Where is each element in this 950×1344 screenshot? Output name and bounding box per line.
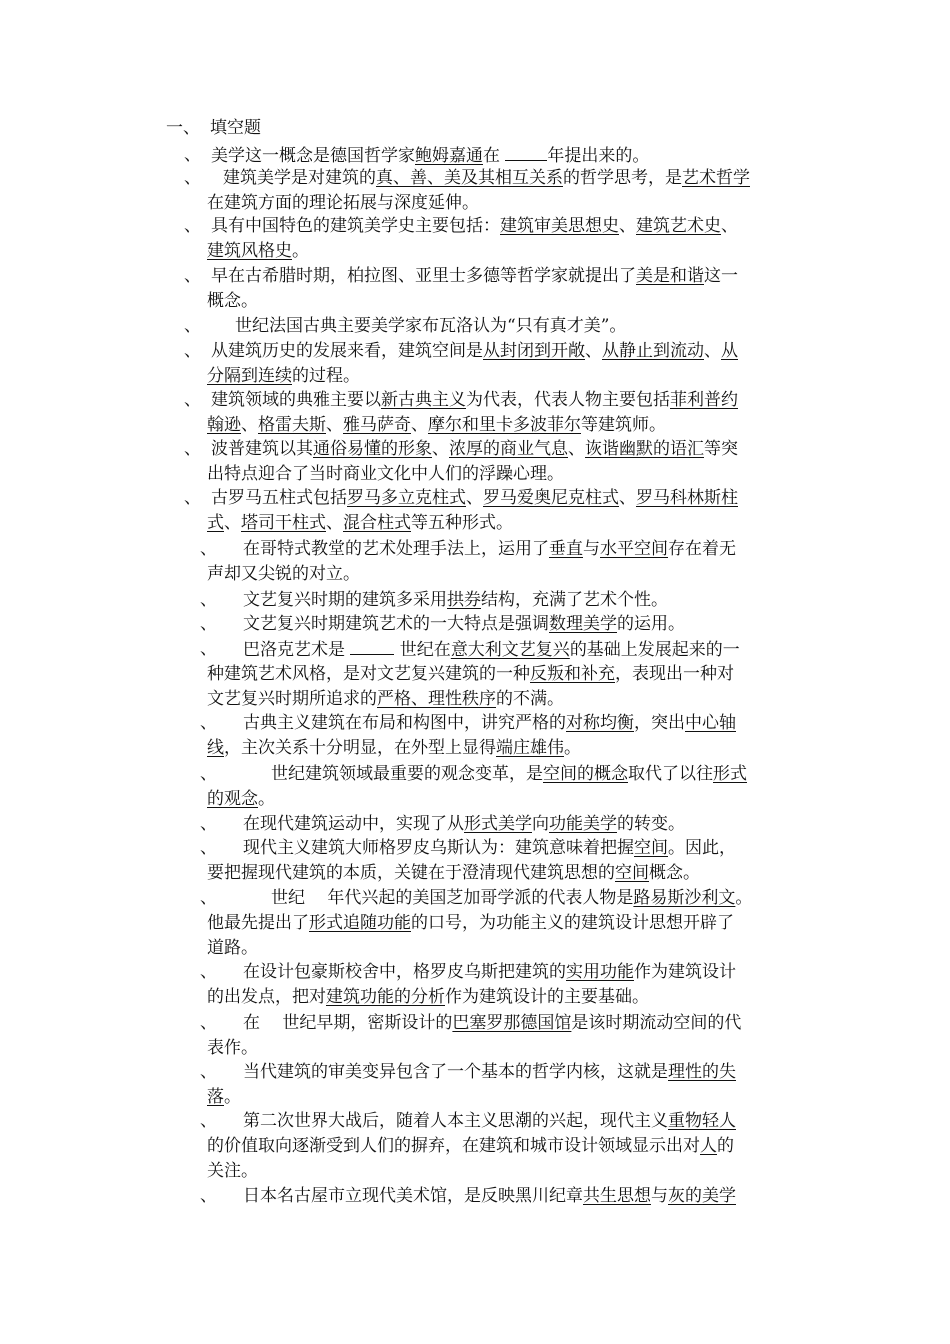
question-segment: 。 — [292, 240, 309, 261]
question-segment: 、 — [224, 512, 241, 533]
question-number-mark: 、 — [200, 1186, 217, 1206]
question-text — [207, 588, 812, 613]
question-text — [207, 339, 812, 389]
question-segment: 与 — [583, 539, 600, 559]
answer-text: 从静止到流动 — [602, 341, 704, 361]
answer-text: 美是和谐 — [636, 266, 704, 286]
question-segment: 建筑美学是对建筑的 — [223, 168, 376, 188]
answer-text: 意大利文艺复兴 — [450, 640, 570, 660]
question-line — [207, 339, 812, 364]
answer-text: 反叛和补充 — [530, 663, 615, 684]
question-segment: 文艺复兴时期建筑艺术的一大特点是强调 — [243, 614, 549, 634]
question-line — [207, 437, 812, 462]
question-line — [207, 1060, 812, 1085]
question-segment: 在 世纪早期，密斯设计的 — [243, 1013, 453, 1033]
question-segment: 取代了以往 — [628, 764, 713, 784]
question-segment: 在现代建筑运动中，实现了从 — [243, 814, 464, 834]
question-segment: 的 — [717, 1135, 734, 1156]
question-number-mark: 、 — [200, 639, 217, 659]
answer-text: 从封闭到开敞 — [483, 341, 585, 361]
answer-text: 严格、理性秩序 — [377, 688, 496, 709]
question-number-mark: 、 — [200, 614, 217, 634]
question-segment: 的口号，为功能主义的建筑设计思想开辟了 — [411, 912, 734, 933]
question-segment: 、 — [411, 414, 428, 435]
answer-text: 水平空间 — [600, 539, 668, 559]
question-segment: 的价值取向逐渐受到人们的摒弃，在建筑和城市设计领域显示出对 — [207, 1135, 700, 1156]
question-number-mark: 、 — [184, 216, 201, 236]
question-number-mark: 、 — [200, 888, 217, 908]
question-segment: 第二次世界大战后，随着人本主义思潮的兴起，现代主义 — [243, 1111, 668, 1131]
question-segment: 从建筑历史的发展来看，建筑空间是 — [211, 341, 483, 361]
question-line — [207, 662, 812, 687]
answer-text: 垂直 — [549, 539, 583, 559]
question-text — [207, 836, 812, 886]
question-segment: 的哲学思考，是 — [563, 168, 682, 188]
answer-text: 巴塞罗那德国馆 — [452, 1013, 572, 1033]
question-text — [207, 711, 812, 761]
answer-text: 艺术哲学 — [682, 168, 750, 188]
question-line — [207, 1085, 812, 1110]
question-segment: 等突 — [704, 439, 738, 459]
question-line — [207, 960, 812, 985]
question-segment: 作为建筑设计 — [634, 962, 736, 982]
question-line — [207, 1134, 812, 1159]
answer-text: 格雷夫斯 — [258, 414, 326, 435]
question-text — [207, 143, 812, 168]
question-number-mark: 、 — [184, 439, 201, 459]
answer-text: 灰的美学 — [668, 1186, 736, 1206]
question-line — [207, 787, 812, 812]
answer-text: 建筑艺术史 — [636, 216, 721, 236]
question-segment: 道路。 — [207, 937, 258, 958]
question-number-mark: 、 — [200, 838, 217, 858]
question-line — [207, 166, 812, 191]
question-segment: 世纪在 — [394, 640, 451, 660]
answer-text: 建筑审美思想史 — [500, 216, 619, 236]
question-segment: ，突出 — [634, 713, 685, 733]
question-segment: 、 — [619, 216, 636, 236]
question-segment: 概念。 — [649, 862, 700, 883]
question-text — [207, 960, 812, 1010]
question-line — [207, 314, 812, 339]
question-line — [207, 985, 812, 1010]
question-line — [207, 736, 812, 761]
question-number-mark: 、 — [200, 814, 217, 834]
answer-text: 通俗易懂的形象 — [313, 439, 432, 459]
question-line — [207, 687, 812, 712]
question-text — [207, 264, 812, 314]
answer-text: 端庄雄伟 — [496, 737, 564, 758]
question-segment: 关注。 — [207, 1160, 258, 1181]
question-text — [207, 1184, 812, 1209]
question-segment: 他最先提出了 — [207, 912, 309, 933]
question-segment: 的过程。 — [292, 365, 360, 386]
question-line — [207, 711, 812, 736]
question-number-mark: 、 — [184, 341, 201, 361]
question-segment: 的运用。 — [617, 614, 685, 634]
question-segment: 在建筑方面的理论拓展与深度延伸。 — [207, 192, 479, 213]
answer-text: 形式追随功能 — [309, 912, 411, 933]
question-line — [207, 1036, 812, 1061]
question-segment: 文艺复兴时期所追求的 — [207, 688, 377, 709]
question-segment: 、 — [721, 216, 738, 236]
question-number-mark: 、 — [200, 713, 217, 733]
question-line — [207, 812, 812, 837]
question-line — [207, 588, 812, 613]
question-segment: 等五种形式。 — [411, 512, 513, 533]
answer-text: 功能美学 — [549, 814, 617, 834]
question-number-mark: 、 — [200, 1111, 217, 1131]
question-line — [207, 289, 812, 314]
question-line — [207, 1011, 812, 1036]
question-segment: 世纪建筑领域最重要的观念变革，是 — [271, 764, 543, 784]
question-segment: 古典主义建筑在布局和构图中，讲究严格的 — [243, 713, 566, 733]
question-segment: 当代建筑的审美变异包含了一个基本的哲学内核，这就是 — [243, 1062, 668, 1082]
question-segment: 。 — [564, 737, 581, 758]
question-segment: 结构，充满了艺术个性。 — [481, 590, 668, 610]
question-text — [207, 762, 812, 812]
answer-text: 罗马科林斯柱 — [636, 488, 738, 508]
question-text — [207, 1011, 812, 1061]
question-text — [207, 886, 812, 960]
question-line — [207, 191, 812, 216]
question-line — [207, 486, 812, 511]
answer-text: 真、善、美及其相互关系 — [376, 168, 563, 188]
question-line — [207, 537, 812, 562]
question-segment: 、 — [568, 439, 585, 459]
question-text — [207, 437, 812, 487]
question-text — [207, 1109, 812, 1183]
answer-text: 落 — [207, 1086, 224, 1107]
answer-text: 诙谐幽默的语汇 — [585, 439, 704, 459]
answer-text: 形式 — [713, 764, 747, 784]
answer-text: 从 — [721, 341, 738, 361]
question-segment: ，主次关系十分明显，在外型上显得 — [224, 737, 496, 758]
section-heading — [166, 116, 261, 140]
question-number-mark: 、 — [200, 539, 217, 559]
question-line — [207, 886, 812, 911]
question-segment: 早在古希腊时期，柏拉图、亚里士多德等哲学家就提出了 — [211, 266, 636, 286]
question-line — [207, 413, 812, 438]
question-segment: 出特点迎合了当时商业文化中人们的浮躁心理。 — [207, 463, 564, 484]
answer-text: 重物轻人 — [668, 1111, 736, 1131]
answer-text: 空间 — [634, 838, 668, 858]
question-segment: 在 — [483, 146, 506, 166]
answer-text: 数理美学 — [549, 614, 617, 634]
answer-text: 路易斯沙利文 — [633, 888, 736, 908]
question-segment: 世纪法国古典主要美学家布瓦洛认为“只有真才美”。 — [235, 316, 627, 336]
question-number-mark: 、 — [184, 316, 201, 336]
answer-text: 中心轴 — [685, 713, 736, 733]
question-segment: 要把握现代建筑的本质，关键在于澄清现代建筑思想的 — [207, 862, 615, 883]
answer-blank — [350, 637, 394, 655]
question-segment: 、 — [466, 488, 483, 508]
answer-text: 线 — [207, 737, 224, 758]
question-number-mark: 、 — [184, 168, 201, 188]
question-text — [207, 314, 812, 339]
question-line — [207, 836, 812, 861]
answer-text: 菲利普约 — [670, 390, 738, 410]
question-number-mark: 、 — [200, 1013, 217, 1033]
question-segment: 现代主义建筑大师格罗皮乌斯认为：建筑意味着把握 — [243, 838, 634, 858]
answer-text: 混合柱式 — [343, 512, 411, 533]
question-line — [207, 364, 812, 389]
question-segment: 与 — [651, 1186, 668, 1206]
question-segment: 具有中国特色的建筑美学史主要包括： — [211, 216, 500, 236]
question-segment: 。 — [258, 788, 275, 809]
question-segment: 这一 — [704, 266, 738, 286]
answer-text: 式 — [207, 512, 224, 533]
question-segment: 。 — [735, 888, 753, 908]
answer-text: 拱券 — [447, 590, 481, 610]
question-segment: 、 — [432, 439, 449, 459]
answer-text: 分隔到连续 — [207, 365, 292, 386]
question-segment: 。 — [224, 1086, 241, 1107]
question-segment: 种建筑艺术风格，是对文艺复兴建筑的一种 — [207, 663, 530, 684]
question-segment: 。因此， — [668, 838, 736, 858]
question-number-mark: 、 — [184, 266, 201, 286]
question-text — [207, 812, 812, 837]
answer-text: 罗马多立克柱式 — [347, 488, 466, 508]
question-line — [207, 1184, 812, 1209]
question-text — [207, 486, 812, 536]
question-line — [207, 462, 812, 487]
answer-text: 空间 — [615, 862, 649, 883]
answer-text: 的观念 — [207, 788, 258, 809]
question-number-mark: 、 — [200, 1062, 217, 1082]
question-text — [207, 214, 812, 264]
question-line — [207, 264, 812, 289]
question-number-mark: 、 — [200, 590, 217, 610]
answer-text: 形式美学 — [464, 814, 532, 834]
question-segment: 是该时期流动空间的代 — [571, 1013, 742, 1033]
question-segment: 、 — [241, 414, 258, 435]
answer-text: 罗马爱奥尼克柱式 — [483, 488, 619, 508]
answer-text: 建筑功能的分析 — [326, 986, 445, 1007]
question-line — [207, 762, 812, 787]
question-number-mark: 、 — [184, 145, 201, 165]
question-line — [207, 612, 812, 637]
question-line — [207, 1109, 812, 1134]
answer-text: 人 — [700, 1135, 717, 1156]
question-line — [207, 911, 812, 936]
question-segment: 古罗马五柱式包括 — [211, 488, 347, 508]
question-number-mark: 、 — [200, 962, 217, 982]
question-segment: 的转变。 — [617, 814, 685, 834]
question-line — [207, 239, 812, 264]
question-line — [207, 562, 812, 587]
question-segment: 日本名古屋市立现代美术馆，是反映黑川纪章 — [243, 1186, 583, 1206]
question-line — [207, 388, 812, 413]
question-segment: 年提出来的。 — [547, 146, 650, 166]
question-line — [207, 861, 812, 886]
answer-text: 摩尔和里卡多波菲尔 — [428, 414, 581, 435]
question-segment: 的不满。 — [496, 688, 564, 709]
answer-text: 塔司干柱式 — [241, 512, 326, 533]
answer-text: 实用功能 — [566, 962, 634, 982]
question-text — [207, 388, 812, 438]
answer-text: 浓厚的商业气息 — [449, 439, 568, 459]
answer-text: 理性的失 — [668, 1062, 736, 1082]
question-line — [207, 143, 812, 168]
section-number: 一、 — [166, 118, 200, 138]
question-segment: 为代表，代表人物主要包括 — [466, 390, 670, 410]
question-segment: 存在着无 — [668, 539, 736, 559]
question-segment: 、 — [326, 414, 343, 435]
question-segment: 巴洛克艺术是 — [243, 640, 351, 660]
question-segment: 、 — [619, 488, 636, 508]
question-segment: ，表现出一种对 — [615, 663, 734, 684]
question-segment: 、 — [704, 341, 721, 361]
question-line — [207, 936, 812, 961]
question-segment: 声却又尖锐的对立。 — [207, 563, 360, 584]
answer-text: 新古典主义 — [381, 390, 466, 410]
question-text — [207, 166, 812, 216]
question-segment: 等建筑师。 — [581, 414, 666, 435]
question-line — [207, 214, 812, 239]
answer-text: 对称均衡 — [566, 713, 634, 733]
question-number-mark: 、 — [184, 488, 201, 508]
question-segment: 表作。 — [207, 1037, 258, 1058]
question-segment: 概念。 — [207, 290, 258, 311]
answer-text: 共生思想 — [583, 1186, 651, 1206]
question-segment: 作为建筑设计的主要基础。 — [445, 986, 649, 1007]
question-text — [207, 637, 812, 711]
question-segment: 美学这一概念是德国哲学家 — [211, 146, 415, 166]
question-line — [207, 637, 812, 662]
question-text — [207, 612, 812, 637]
question-segment: 世纪 年代兴起的美国芝加哥学派的代表人物是 — [271, 888, 634, 908]
answer-text: 雅马萨奇 — [343, 414, 411, 435]
question-segment: 、 — [585, 341, 602, 361]
question-number-mark: 、 — [184, 390, 201, 410]
question-text — [207, 1060, 812, 1110]
question-segment: 的出发点，把对 — [207, 986, 326, 1007]
question-segment: 、 — [326, 512, 343, 533]
question-segment: 建筑领域的典雅主要以 — [211, 390, 381, 410]
question-number-mark: 、 — [200, 764, 217, 784]
question-segment: 在设计包豪斯校舍中，格罗皮乌斯把建筑的 — [243, 962, 566, 982]
question-text — [207, 537, 812, 587]
question-segment: 波普建筑以其 — [211, 439, 313, 459]
answer-blank — [505, 143, 547, 161]
answer-text: 空间的概念 — [543, 764, 628, 784]
question-line — [207, 1159, 812, 1184]
section-title: 填空题 — [210, 118, 261, 138]
question-segment: 向 — [532, 814, 549, 834]
answer-text: 鲍姆嘉通 — [415, 146, 483, 166]
answer-text: 翰逊 — [207, 414, 241, 435]
answer-text: 建筑风格史 — [207, 240, 292, 261]
question-segment: 文艺复兴时期的建筑多采用 — [243, 590, 447, 610]
question-segment: 的基础上发展起来的一 — [569, 640, 740, 660]
question-segment: 在哥特式教堂的艺术处理手法上，运用了 — [243, 539, 549, 559]
question-line — [207, 511, 812, 536]
